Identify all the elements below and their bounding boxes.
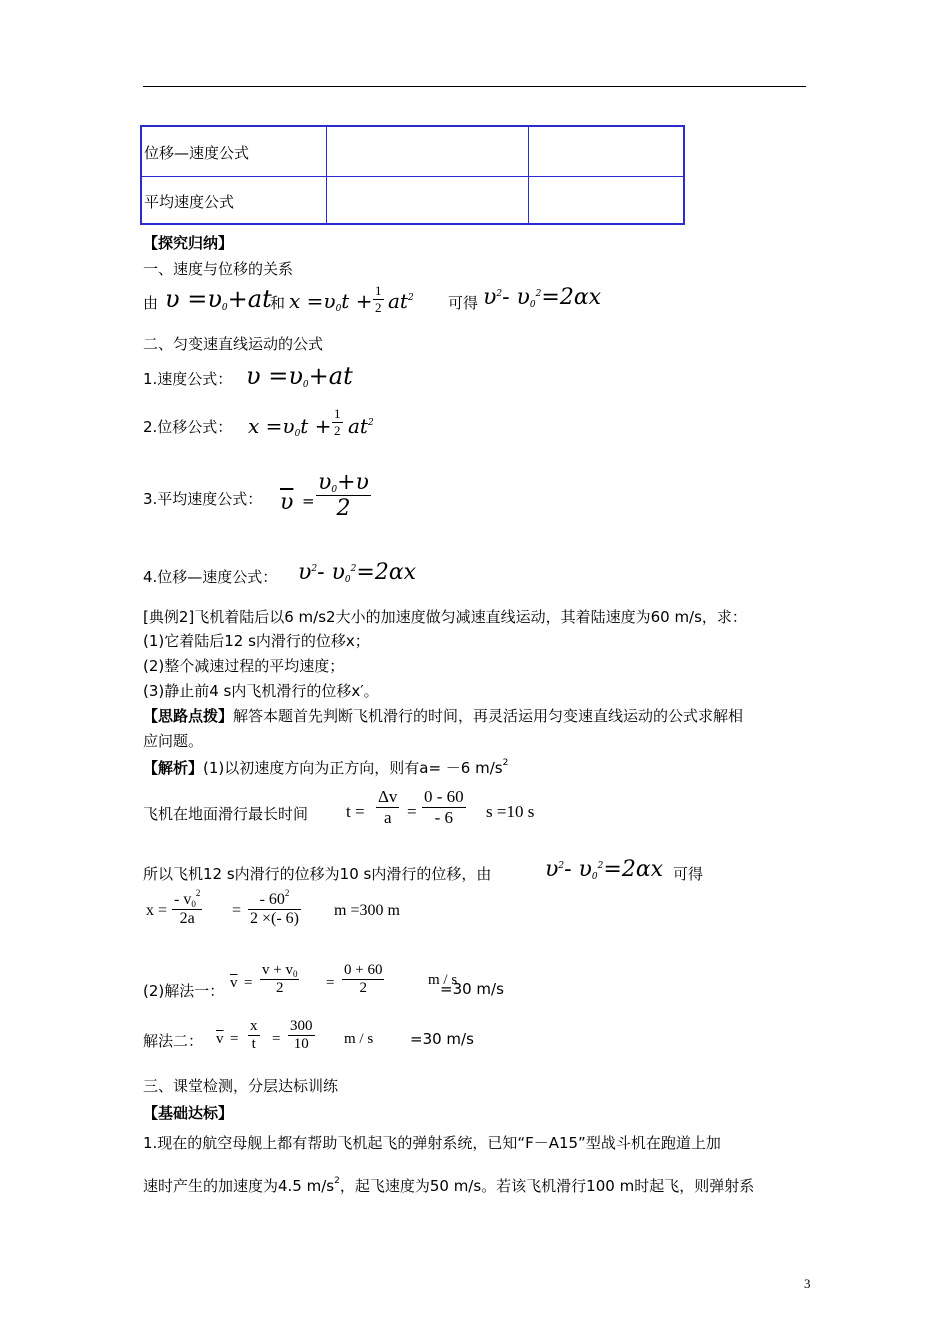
x-num-2: - 60 — [259, 891, 285, 908]
analysis-sup: 2 — [502, 758, 509, 768]
eq-2: = — [326, 975, 335, 991]
v-num-1: v + v — [262, 962, 293, 978]
vb-num-2: 300 — [290, 1018, 313, 1034]
analysis-text: (1)以初速度方向为正方向，则有a= －6 m/s — [203, 759, 503, 777]
vb-den-2: 10 — [293, 1036, 309, 1052]
vb-den-1: t — [251, 1036, 256, 1052]
t-num: Δv — [378, 787, 398, 806]
vb-unit: m / s — [344, 1031, 374, 1047]
problem-1-line-2a: 速时产生的加速度为4.5 m/s — [143, 1177, 335, 1195]
t-den: a — [383, 808, 392, 827]
text-kede: 可得 — [448, 294, 479, 312]
velocity-displacement-formula: $\upsilon^2-$ $\upsilon_0^2=2\alpha x$ — [483, 285, 602, 310]
basic-heading: 【基础达标】 — [143, 1104, 234, 1122]
formula-2-half: $\frac{1}{2}$ — [334, 406, 341, 438]
x-num-sub: 0 — [191, 899, 196, 909]
x-result: m =300 m — [334, 902, 400, 919]
section-2-heading: 二、匀变速直线运动的公式 — [143, 335, 324, 353]
t-den-2: - 6 — [434, 808, 454, 827]
vb-num-1: x — [250, 1018, 258, 1034]
section-1-heading: 一、速度与位移的关系 — [143, 260, 294, 278]
x-num-sup: 2 — [195, 888, 201, 898]
formula-2-label: 2.位移公式： — [143, 418, 233, 436]
x-eq-2: = — [232, 902, 242, 919]
v-num-1-sub: 0 — [292, 969, 298, 979]
table-row-label: 平均速度公式 — [144, 193, 235, 211]
v-unit: m / s — [428, 972, 458, 988]
table-row-label: 位移—速度公式 — [144, 144, 250, 162]
method-1-label: (2)解法一： — [143, 982, 225, 1000]
slide-time-label: 飞机在地面滑行最长时间 — [143, 805, 309, 823]
vb-fraction-1 — [248, 1018, 260, 1053]
eq-3: = — [230, 1031, 239, 1047]
x-equation — [146, 888, 446, 936]
table-divider — [528, 127, 529, 223]
analysis-tag: 【解析】 — [143, 759, 204, 777]
v-fraction-2 — [342, 962, 384, 997]
vbar-2: $\overline{v}$ — [216, 1031, 224, 1047]
t-fraction-1 — [376, 787, 399, 828]
formula-4: $\upsilon^2-$ $\upsilon_0^2=2\alpha x$ — [298, 560, 417, 585]
t-eq-2: = — [407, 802, 417, 821]
half-fraction: $\frac{1}{2}$ — [375, 283, 382, 315]
so-kede: 可得 — [673, 865, 704, 883]
x-num-2-sup: 2 — [284, 888, 290, 898]
formula-1-label: 1.速度公式： — [143, 370, 233, 388]
formula-1: $\upsilon =\upsilon_0+at$ — [246, 362, 353, 390]
section-explore: 【探究归纳】 — [143, 234, 234, 252]
formula-2-tail: $at^2$ — [348, 414, 374, 438]
vbar: $\overline{v}$ — [230, 975, 238, 991]
formula-3-vbar: $\overline{\upsilon}$ — [280, 490, 294, 515]
time-equation — [346, 787, 566, 837]
question-3: (3)静止前4 s内飞机滑行的位移x′。 — [143, 682, 379, 700]
hint-line — [143, 705, 743, 726]
at-squared: $at^2$ — [388, 289, 414, 313]
formula-4-label: 4.位移—速度公式： — [143, 568, 278, 586]
x-den-2: 2 ×(- 6) — [250, 910, 300, 927]
x-den: 2a — [179, 910, 195, 927]
problem-1-line-2 — [143, 1166, 754, 1202]
formula-2: $x =\upsilon_0t$ + — [248, 414, 332, 439]
question-1: (1)它着陆后12 s内滑行的位移x； — [143, 632, 370, 650]
text-he: 和 — [270, 294, 286, 312]
t-num-2: 0 - 60 — [424, 787, 464, 806]
formula-3-eq: = — [302, 492, 315, 510]
problem-1-sup: 2 — [334, 1176, 340, 1186]
v-den-2: 2 — [359, 980, 367, 996]
relation-formula-line — [143, 283, 643, 323]
problem-1-line-2b: ，起飞速度为50 m/s。若该飞机滑行100 m时起飞，则弹射系 — [339, 1177, 755, 1195]
formula-3-fraction: $\frac{\upsilon_0+\upsilon}{2}$ — [318, 470, 369, 521]
header-rule — [143, 86, 806, 87]
hint-text: 解答本题首先判断飞机滑行的时间，再灵活运用匀变速直线运动的公式求解相 — [233, 707, 744, 725]
question-2: (2)整个减速过程的平均速度； — [143, 657, 345, 675]
problem-1-line-1: 1.现在的航空母舰上都有帮助飞机起飞的弹射系统，已知“F－A15”型战斗机在跑道上加 — [143, 1134, 721, 1152]
x-fraction-2 — [248, 888, 301, 928]
table-row — [142, 176, 683, 225]
formula-3-label: 3.平均速度公式： — [143, 490, 263, 508]
method-2-result: =30 m/s — [410, 1030, 474, 1048]
example-line — [143, 606, 747, 627]
hint-line-2: 应问题。 — [143, 732, 204, 750]
x-num: - v — [174, 891, 192, 908]
displacement-formula: $x =\upsilon_0t$ + — [289, 289, 373, 314]
table-row — [142, 127, 683, 177]
eq-1: = — [244, 975, 253, 991]
t-result: s =10 s — [486, 802, 535, 821]
v-fraction-1 — [260, 962, 299, 997]
page-number: 3 — [804, 1276, 811, 1291]
method-1-result: =30 m/s — [440, 980, 504, 998]
method-2-label: 解法二： — [143, 1032, 204, 1050]
example-text: 飞机着陆后以6 m/s2大小的加速度做匀减速直线运动，其着陆速度为60 m/s，求： — [194, 608, 747, 626]
formula-table — [140, 125, 685, 225]
table-divider — [326, 127, 327, 223]
v-den-1: 2 — [275, 980, 284, 996]
analysis-line — [143, 757, 508, 778]
t-fraction-2 — [422, 787, 466, 828]
section-3-heading: 三、课堂检测，分层达标训练 — [143, 1077, 339, 1095]
velocity-formula: $\upsilon =\upsilon_0+at$ — [165, 285, 272, 313]
t-eq: t = — [346, 802, 365, 821]
so-text: 所以飞机12 s内滑行的位移为10 s内滑行的位移，由 — [143, 865, 492, 883]
v-num-2: 0 + 60 — [344, 962, 383, 978]
so-formula: $\upsilon^2-$ $\upsilon_0^2=2\alpha x$ — [545, 857, 664, 882]
vb-fraction-2 — [288, 1018, 315, 1053]
x-fraction-1 — [172, 888, 202, 928]
hint-tag: 【思路点拨】 — [143, 707, 234, 725]
eq-4: = — [272, 1031, 281, 1047]
x-eq: x = — [146, 902, 168, 919]
example-tag: [典例2] — [143, 608, 195, 626]
text-you: 由 — [143, 294, 159, 312]
method-2-equation — [216, 1018, 416, 1058]
